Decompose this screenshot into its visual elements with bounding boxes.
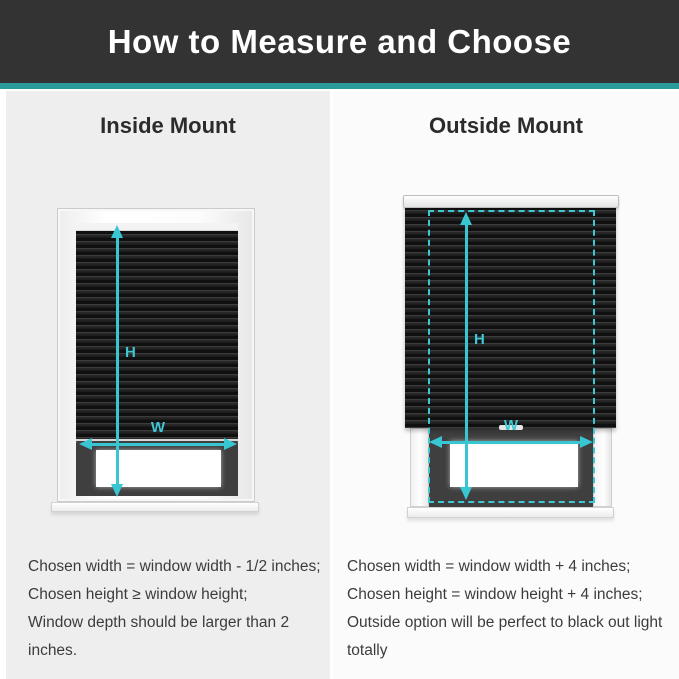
outside-window-frame-left (410, 428, 429, 507)
note-line: Chosen height = window height + 4 inches; (347, 586, 643, 603)
inside-window-recess (76, 223, 238, 496)
inside-mount-notes (28, 553, 330, 665)
inside-blind-headrail (76, 223, 238, 231)
arrow-shaft (442, 441, 580, 444)
inside-width-label: W (150, 419, 166, 436)
outside-blind-headrail (403, 195, 619, 208)
outside-height-label: H (474, 331, 485, 348)
outside-mount-title: Outside Mount (429, 113, 583, 138)
inside-pleated-blind (76, 231, 238, 441)
inside-width-arrow (79, 419, 237, 451)
note-line: Chosen width = window width - 1/2 inches; (28, 558, 321, 575)
measurement-dashed-outline (428, 210, 595, 503)
arrow-up-icon (460, 212, 472, 225)
inside-mount-panel (6, 91, 330, 679)
outside-width-arrow (429, 417, 593, 449)
arrow-down-icon (460, 487, 472, 500)
arrow-right-icon (580, 436, 593, 448)
arrow-down-icon (111, 484, 123, 497)
header-banner (0, 0, 679, 83)
arrow-left-icon (79, 438, 92, 450)
inside-mount-title: Inside Mount (100, 113, 236, 138)
note-line: Outside option will be perfect to black out light totally (347, 614, 663, 659)
outside-window-frame-right (593, 428, 612, 507)
inside-height-label: H (125, 344, 136, 361)
accent-divider (0, 83, 679, 89)
note-line: Chosen width = window width + 4 inches; (347, 558, 631, 575)
page-title: How to Measure and Choose (107, 22, 572, 60)
arrow-left-icon (429, 436, 442, 448)
outside-window-sill (407, 507, 614, 518)
note-line: Chosen height ≥ window height; (28, 586, 248, 603)
inside-window-frame (57, 208, 255, 502)
inside-window-sill (51, 502, 259, 512)
outside-mount-notes (347, 553, 679, 665)
outside-width-label: W (503, 417, 519, 434)
arrow-shaft (92, 443, 224, 446)
inside-height-arrow (110, 225, 136, 497)
note-line: Window depth should be larger than 2 inches. (28, 614, 290, 659)
arrow-right-icon (224, 438, 237, 450)
arrow-up-icon (111, 225, 123, 238)
outside-mount-panel (333, 91, 679, 679)
outside-height-arrow (459, 212, 485, 500)
